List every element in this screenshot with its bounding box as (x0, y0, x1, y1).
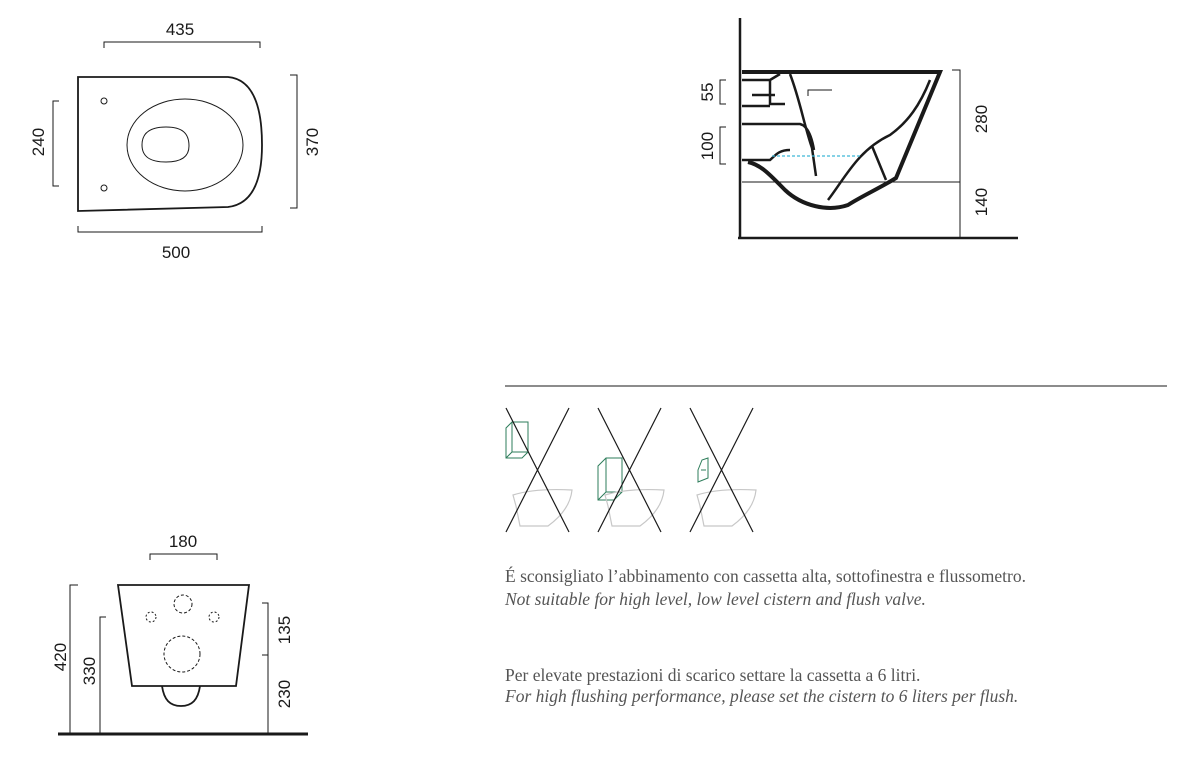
water-inlet-hole (174, 595, 192, 613)
valve-shape (698, 458, 708, 482)
dim-180-label: 180 (168, 532, 198, 551)
dim-370-label: 370 (303, 127, 322, 157)
rear-view-outlet (162, 686, 200, 706)
dimension-line (150, 554, 217, 560)
cross-mark (506, 408, 569, 532)
dimension-line (720, 127, 726, 164)
rear-view (58, 554, 308, 734)
note-flush-setting-english: For high flushing performance, please set the cistern to 6 liters per flush. (505, 686, 1019, 706)
dim-435-label: 435 (165, 20, 195, 39)
dimension-line (262, 655, 268, 734)
cross-mark (598, 408, 661, 532)
dim-500-label: 500 (161, 243, 191, 262)
small-detail (808, 90, 832, 96)
outlet-pipe (742, 124, 814, 160)
dim-230-label: 230 (275, 679, 294, 709)
dim-240-label: 240 (29, 127, 48, 157)
top-view (53, 42, 297, 232)
dimension-line (100, 617, 106, 734)
dim-420-label: 420 (51, 642, 70, 672)
top-view-outlet (142, 127, 189, 162)
cistern-shape (506, 422, 528, 458)
note-flush-setting-italian: Per elevate prestazioni di scarico settare la cassetta a 6 litri. (505, 665, 921, 685)
note-not-suitable-italian: É sconsigliato l’abbinamento con cassetta alta, sottofinestra e flussometro. (505, 566, 1026, 586)
dimension-line (53, 101, 59, 186)
dimension-line (720, 80, 726, 104)
dimension-line (78, 226, 262, 232)
dimension-line (952, 70, 960, 238)
dim-135-label: 135 (275, 615, 294, 645)
flush-inlet (742, 74, 785, 106)
fixing-hole (146, 612, 156, 622)
dimension-line (70, 585, 78, 734)
note-not-suitable-english: Not suitable for high level, low level cistern and flush valve. (505, 589, 926, 609)
side-view-bowl-section (742, 72, 940, 208)
fixing-hole (101, 98, 107, 104)
dim-55-label: 55 (698, 82, 717, 102)
dim-280-label: 280 (972, 104, 991, 134)
flush-valve-not-suitable-icon (690, 408, 756, 532)
dimension-line (104, 42, 260, 48)
rear-view-outline (118, 585, 249, 686)
cross-mark (690, 408, 753, 532)
top-view-bowl (127, 99, 243, 191)
low-level-cistern-not-suitable-icon (598, 408, 664, 532)
dim-330-label: 330 (80, 656, 99, 686)
dimension-line (262, 603, 268, 655)
dim-140-label: 140 (972, 187, 991, 217)
dim-100-label: 100 (698, 131, 717, 161)
dimension-line (290, 75, 297, 208)
fixing-hole (209, 612, 219, 622)
drain-hole (164, 636, 200, 672)
fixing-hole (101, 185, 107, 191)
high-level-cistern-not-suitable-icon (506, 408, 572, 532)
